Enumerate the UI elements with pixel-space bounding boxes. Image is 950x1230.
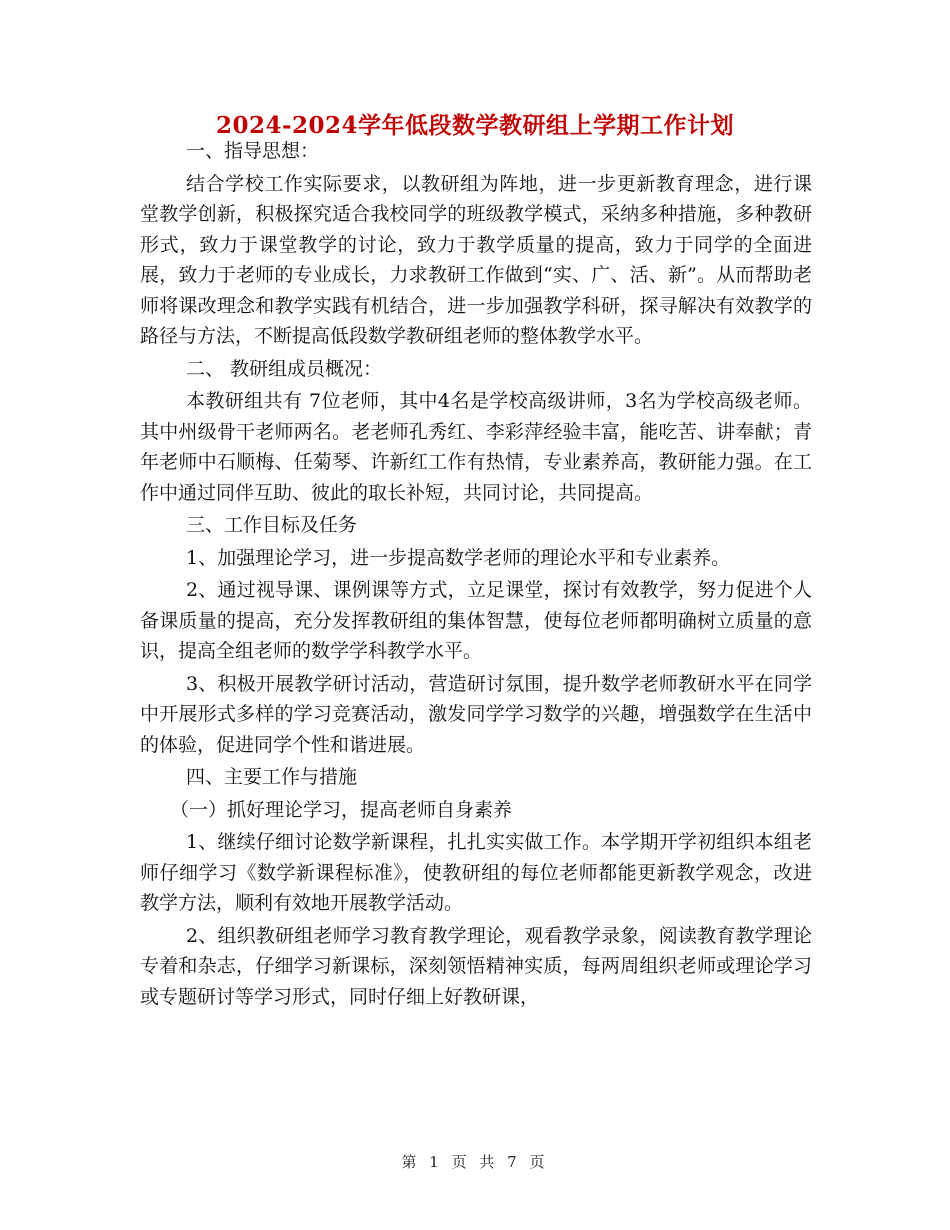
paragraph-group-members: 本教研组共有 7位老师，其中4名是学校高级讲师，3名为学校高级老师。其中州级骨干老师两名。老老师孔秀红、李彩萍经验丰富，能吃苦、讲奉献；青年老师中石顺梅、任菊琴、许新红工作有热情，专业素养高，教研能力强。在工作中通过同伴互助、彼此的取长补短，共同讨论，共同提高。 [140, 390, 812, 504]
paragraph-goal-2: 2、通过视导课、课例课等方式，立足课堂，探讨有效教学，努力促进个人备课质量的提高，充分发挥教研组的集体智慧，使每位老师都明确树立质量的意识，提高全组老师的数学学科教学水平。 [140, 579, 812, 662]
document-body [140, 136, 812, 1012]
heading-main-work: 四、主要工作与措施 [186, 766, 358, 788]
paragraph-measure-2: 2、组织教研组老师学习教育教学理论，观看教学录象，阅读教育教学理论专着和杂志，仔细学习新课标，深刻领悟精神实质，每两周组织老师或理论学习或专题研讨等学习形式，同时仔细上好教研课， [140, 924, 812, 1008]
paragraph-goal-3: 3、积极开展教学研讨活动，营造研讨氛围，提升数学老师教研水平在同学中开展形式多样的学习竞赛活动，激发同学学习数学的兴趣，增强数学在生活中的体验，促进同学个性和谐进展。 [140, 672, 812, 756]
paragraph-goal-1: 1、加强理论学习，进一步提高数学老师的理论水平和专业素养。 [186, 546, 731, 569]
heading-guiding-ideology: 一、指导思想： [186, 140, 320, 162]
paragraph-measure-1: 1、继续仔细讨论数学新课程，扎扎实实做工作。本学期开学初组织本组老师仔细学习《数学新课程标准》，使教研组的每位老师都能更新教学观念，改进教学方法，顺利有效地开展教学活动。 [140, 831, 812, 914]
page-footer: 第 1 页 共 7 页 [401, 1153, 549, 1171]
heading-group-members: 二、 教研组成员概况： [186, 357, 383, 380]
paragraph-guiding-ideology: 结合学校工作实际要求，以教研组为阵地，进一步更新教育理念，进行课堂教学创新，积极探究适合我校同学的班级教学模式，采纳多种措施，多种教研形式，致力于课堂教学的讨论，致力于教学质量的提高，致力于同学的全面进展，致力于老师的专业成长，力求教研工作做到“实、广、活、新”。从而帮助老师将课改理念和教学实践有机结合，进一步加强教学科研，探寻解决有效教学的路径与方法，不断提高低段数学教研组老师的整体教学水平。 [140, 172, 812, 347]
document-title: 2024-2024学年低段数学教研组上学期工作计划 [215, 112, 735, 139]
heading-goals-tasks: 三、工作目标及任务 [186, 514, 358, 536]
subheading-theory-study: （一）抓好理论学习，提高老师自身素养 [170, 798, 513, 821]
